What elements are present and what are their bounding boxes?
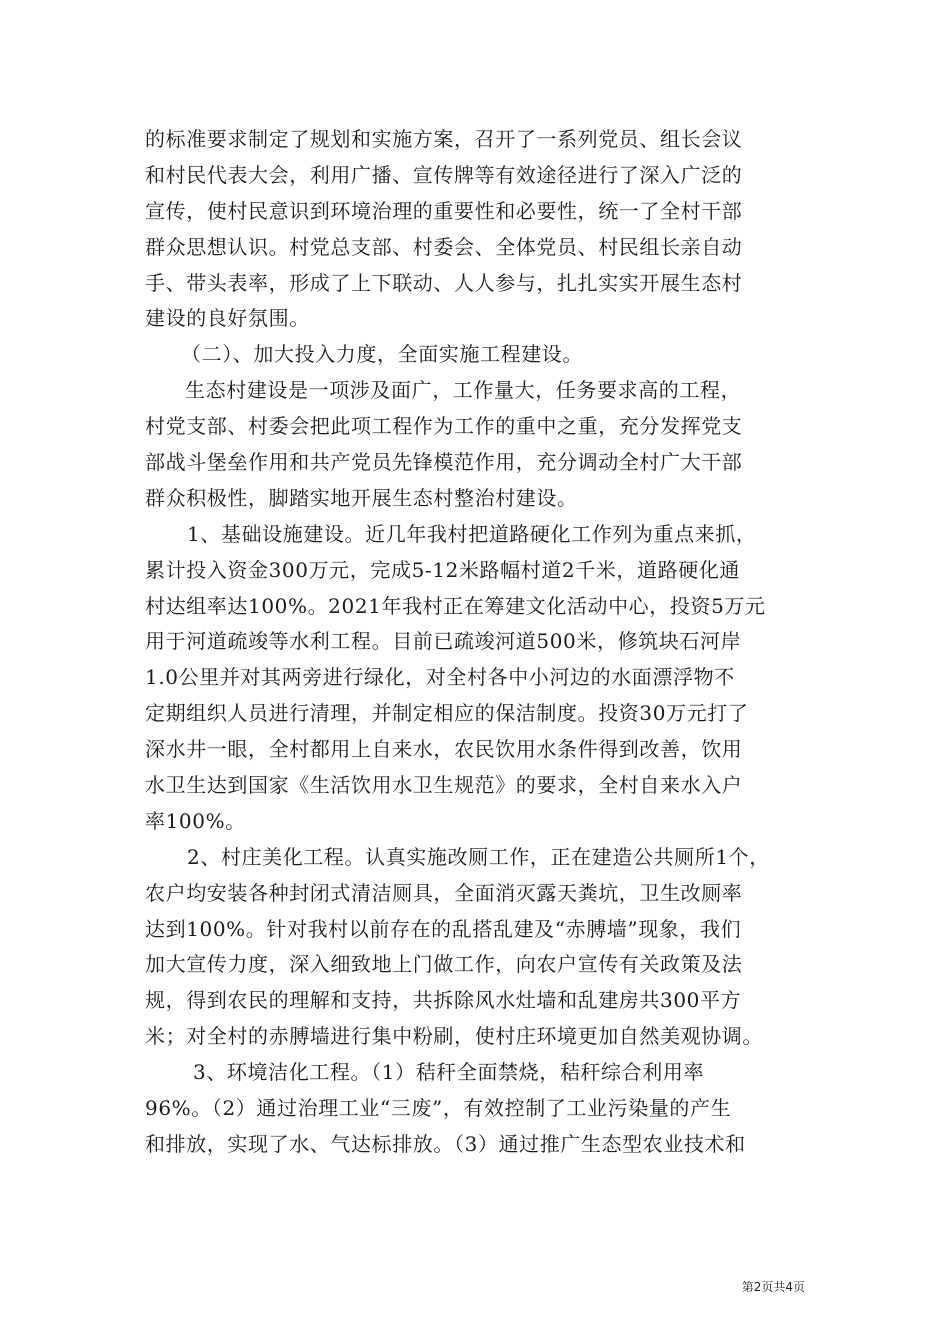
text-line: 群众积极性，脚踏实地开展生态村整治村建设。 xyxy=(145,485,578,510)
paragraph-first-line: 生态村建设是一项涉及面广，工作量大，任务要求高的工程， xyxy=(185,378,742,403)
text-line: 村党支部、村委会把此项工程作为工作的重中之重，充分发挥党支 xyxy=(145,414,743,439)
text-line: 群众思想认识。村党总支部、村委会、全体党员、村民组长亲自动 xyxy=(145,234,743,259)
paragraph-first-line: 1、基础设施建设。近几年我村把道路硬化工作列为重点来抓， xyxy=(187,521,757,546)
text-line: 用于河道疏竣等水利工程。目前已疏竣河道500米，修筑块石河岸 xyxy=(145,629,742,654)
paragraph-first-line: 3、环境洁化工程。（1）秸秆全面禁烧，秸秆综合利用率 xyxy=(193,1060,705,1085)
text-line: 加大宣传力度，深入细致地上门做工作，向农户宣传有关政策及法 xyxy=(145,952,743,977)
text-line: 达到100%。针对我村以前存在的乱搭乱建及“赤膊墙”现象，我们 xyxy=(145,916,742,941)
text-line: 建设的良好氛围。 xyxy=(145,306,310,331)
text-line: 宣传，使村民意识到环境治理的重要性和必要性，统一了全村干部 xyxy=(145,198,743,223)
text-line: 部战斗堡垒作用和共产党员先锋模范作用，充分调动全村广大干部 xyxy=(145,450,743,475)
text-line: 水卫生达到国家《生活饮用水卫生规范》的要求，全村自来水入户 xyxy=(145,773,743,798)
document-body xyxy=(145,122,815,1163)
text-line: 1.0公里并对其两旁进行绿化，对全村各中小河边的水面漂浮物不 xyxy=(145,665,735,690)
text-line: 定期组织人员进行清理，并制定相应的保洁制度。投资30万元打了 xyxy=(145,701,749,726)
text-line: 和村民代表大会，利用广播、宣传牌等有效途径进行了深入广泛的 xyxy=(145,162,743,187)
text-line: 累计投入资金300万元，完成5-12米路幅村道2千米，道路硬化通 xyxy=(145,557,741,582)
text-line: 村达组率达100%。2021年我村正在筹建文化活动中心，投资5万元 xyxy=(145,593,766,618)
page-number: 第2页共4页 xyxy=(741,1280,805,1294)
text-line: 深水井一眼，全村都用上自来水，农民饮用水条件得到改善，饮用 xyxy=(145,737,743,762)
text-line: 96%。（2）通过治理工业“三废”，有效控制了工业污染量的产生 xyxy=(145,1096,732,1121)
text-line: 率100%。 xyxy=(145,808,246,833)
paragraph-first-line: 2、村庄美化工程。认真实施改厕工作，正在建造公共厕所1个， xyxy=(187,844,770,869)
text-line: 手、带头表率，形成了上下联动、人人参与，扎扎实实开展生态村 xyxy=(145,270,743,295)
text-line: 米；对全村的赤膊墙进行集中粉刷，使村庄环境更加自然美观协调。 xyxy=(145,1024,763,1049)
text-line: 的标准要求制定了规划和实施方案，召开了一系列党员、组长会议 xyxy=(145,127,743,151)
text-line: 规，得到农民的理解和支持，共拆除风水灶墙和乱建房共300平方 xyxy=(145,988,742,1013)
text-line: 农户均安装各种封闭式清洁厕具，全面消灭露天粪坑，卫生改厕率 xyxy=(145,880,743,905)
text-line: 和排放，实现了水、气达标排放。（3）通过推广生态型农业技术和 xyxy=(145,1131,746,1156)
section-heading: （二）、加大投入力度，全面实施工程建设。 xyxy=(181,342,583,367)
